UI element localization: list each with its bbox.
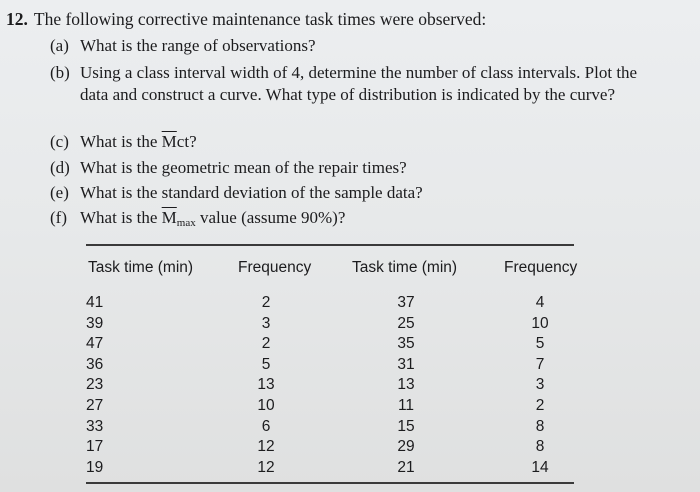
item-label: (e) bbox=[50, 183, 69, 202]
item-b bbox=[50, 62, 660, 106]
item-label: (f) bbox=[50, 208, 67, 227]
table-cell: 8 bbox=[535, 438, 545, 456]
table-cell: 47 bbox=[86, 335, 104, 353]
table-bottom-rule bbox=[86, 482, 574, 484]
question-prompt: The following corrective maintenance task times were observed: bbox=[33, 9, 487, 29]
item-text-post: ct? bbox=[176, 132, 197, 151]
table-cell: 17 bbox=[86, 438, 104, 456]
question-header bbox=[6, 8, 486, 30]
column-task-time-2 bbox=[386, 293, 426, 478]
table-cell: 3 bbox=[535, 376, 545, 394]
table-cell: 12 bbox=[257, 438, 275, 456]
item-text-post: value (assume 90%)? bbox=[195, 208, 346, 227]
table-cell: 33 bbox=[86, 417, 104, 435]
table-cell: 39 bbox=[86, 314, 104, 332]
item-e bbox=[50, 182, 423, 204]
table-cell: 13 bbox=[257, 376, 275, 394]
table-cell: 29 bbox=[397, 438, 415, 456]
table-cell: 19 bbox=[86, 458, 104, 476]
table-cell: 31 bbox=[397, 355, 415, 373]
item-a bbox=[50, 35, 316, 57]
item-text: Using a class interval width of 4, determine the number of class intervals. Plot the data and construct a curve. What type of distribution is indicated by the curve? bbox=[80, 63, 638, 104]
column-task-time-1 bbox=[86, 293, 136, 478]
item-text: What is the range of observations? bbox=[80, 36, 316, 55]
mmax-subscript: max bbox=[176, 217, 196, 229]
table-cell: 8 bbox=[535, 417, 545, 435]
table-cell: 23 bbox=[86, 376, 104, 394]
table-cell: 11 bbox=[397, 396, 415, 414]
header-frequency-2: Frequency bbox=[504, 259, 578, 276]
item-text: What is the standard deviation of the sample data? bbox=[80, 183, 423, 202]
table-cell: 27 bbox=[86, 396, 104, 414]
item-label: (a) bbox=[50, 36, 69, 55]
table-cell: 2 bbox=[261, 335, 271, 353]
table-cell: 10 bbox=[531, 314, 549, 332]
item-text: What is the geometric mean of the repair times? bbox=[80, 158, 407, 177]
column-frequency-2 bbox=[520, 293, 560, 478]
item-label: (b) bbox=[50, 63, 70, 82]
table-top-rule bbox=[86, 244, 574, 246]
table-cell: 6 bbox=[261, 417, 271, 435]
mct-symbol: $\overline{M}$ bbox=[161, 132, 177, 151]
table-cell: 12 bbox=[257, 458, 275, 476]
table-cell: 37 bbox=[397, 294, 415, 311]
question-number: 12. bbox=[6, 9, 28, 29]
item-label: (c) bbox=[50, 132, 69, 151]
item-label: (d) bbox=[50, 158, 70, 177]
table-cell: 13 bbox=[397, 376, 415, 394]
header-task-time-1: Task time (min) bbox=[88, 259, 194, 276]
table-cell: 5 bbox=[535, 335, 545, 353]
item-text-pre: What is the bbox=[80, 208, 162, 227]
table-cell: 36 bbox=[86, 355, 104, 373]
table-cell: 21 bbox=[397, 458, 415, 476]
item-f bbox=[50, 207, 345, 234]
header-task-time-2: Task time (min) bbox=[352, 259, 458, 276]
column-frequency-1 bbox=[246, 293, 286, 478]
table-cell: 3 bbox=[261, 314, 271, 332]
table-cell: 15 bbox=[397, 417, 415, 435]
table-cell: 41 bbox=[86, 294, 104, 311]
table-cell: 7 bbox=[535, 355, 545, 373]
table-cell: 4 bbox=[535, 294, 545, 311]
mmax-symbol: $\overline{M}$ bbox=[161, 208, 177, 227]
table-cell: 10 bbox=[257, 396, 275, 414]
item-c bbox=[50, 131, 197, 153]
table-cell: 25 bbox=[397, 314, 415, 332]
table-cell: 14 bbox=[531, 458, 549, 476]
header-frequency-1: Frequency bbox=[238, 259, 312, 276]
table-cell: 2 bbox=[535, 396, 545, 414]
table-cell: 2 bbox=[261, 294, 271, 311]
table-cell: 5 bbox=[261, 355, 271, 373]
table-cell: 35 bbox=[397, 335, 415, 353]
item-text-pre: What is the bbox=[80, 132, 162, 151]
item-d bbox=[50, 157, 407, 179]
